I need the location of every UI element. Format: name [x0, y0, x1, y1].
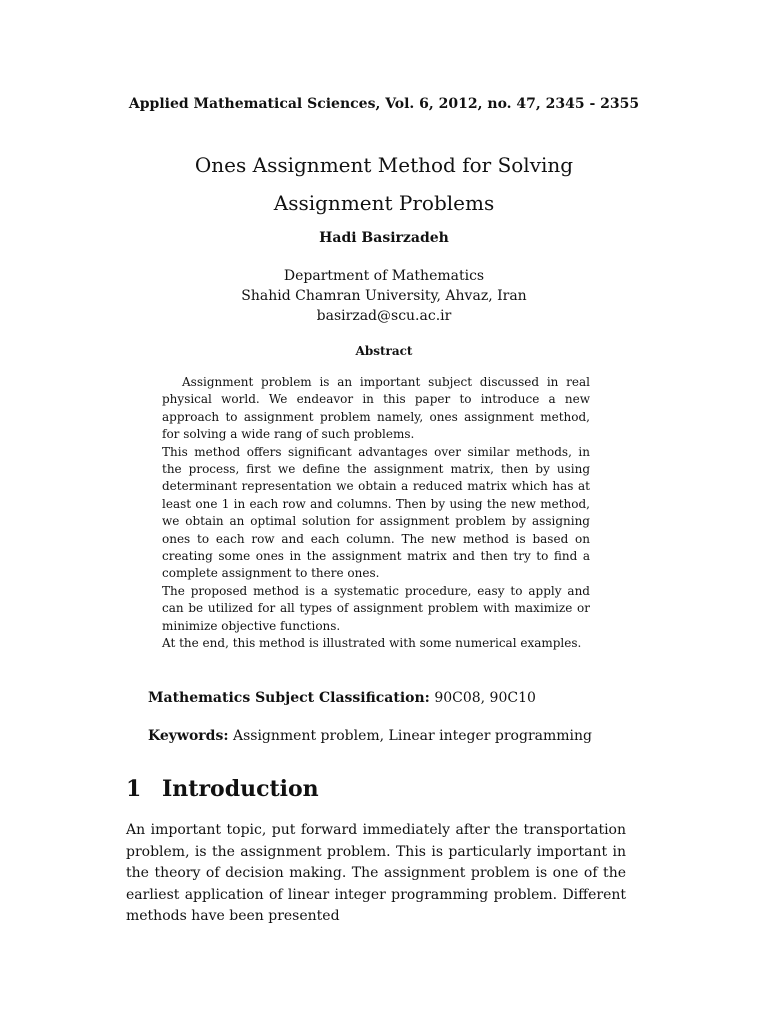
university: Shahid Chamran University, Ahvaz, Iran	[241, 288, 527, 304]
section-title: Introduction	[162, 776, 319, 802]
author-affiliation	[0, 266, 768, 326]
section-heading	[126, 776, 319, 802]
abstract-paragraph: Assignment problem is an important subject discussed in real physical world. We endeavor in this paper to introduce a new approach to assignment problem namely, ones assignment method, for solving a wide rang of such problems.	[162, 375, 590, 442]
abstract-body	[162, 374, 590, 653]
keywords-value: Assignment problem, Linear integer programming	[232, 728, 592, 744]
abstract-paragraph: This method offers significant advantages over similar methods, in the process, first we define the assignment matrix, then by using determinant representation we obtain a reduced matrix which has at least one 1 in each row and columns. Then by using the new method, we obtain an optimal solution for assignment problem by assigning ones to each row and each column. The new method is based on creating some ones in the assignment matrix and then try to find a complete assignment to there ones.	[162, 444, 590, 581]
department: Department of Mathematics	[283, 268, 485, 284]
author-name: Hadi Basirzadeh	[319, 230, 449, 246]
keywords-label: Keywords:	[148, 728, 229, 744]
subject-classification	[148, 690, 536, 706]
introduction-body	[126, 820, 626, 928]
author-email: basirzad@scu.ac.ir	[316, 308, 452, 324]
section-number: 1	[126, 776, 142, 802]
paper-title	[0, 146, 768, 222]
title-line-2: Assignment Problems	[273, 191, 495, 215]
classification-value: 90C08, 90C10	[434, 690, 536, 706]
title-line-1: Ones Assignment Method for Solving	[194, 153, 574, 177]
abstract-paragraph: At the end, this method is illustrated with some numerical examples.	[162, 636, 582, 651]
journal-header: Applied Mathematical Sciences, Vol. 6, 2012, no. 47, 2345 - 2355	[128, 96, 640, 112]
keywords	[148, 728, 592, 744]
classification-label: Mathematics Subject Classification:	[148, 690, 430, 706]
introduction-paragraph: An important topic, put forward immediately after the transportation problem, is the assignment problem. This is particularly important in the theory of decision making. The assignment problem is one of the earliest application of linear integer programming problem. Different methods have been presented	[126, 822, 626, 924]
abstract-heading: Abstract	[355, 344, 413, 358]
abstract-paragraph: The proposed method is a systematic procedure, easy to apply and can be utilized for all types of assignment problem with maximize or minimize objective functions.	[162, 583, 590, 633]
